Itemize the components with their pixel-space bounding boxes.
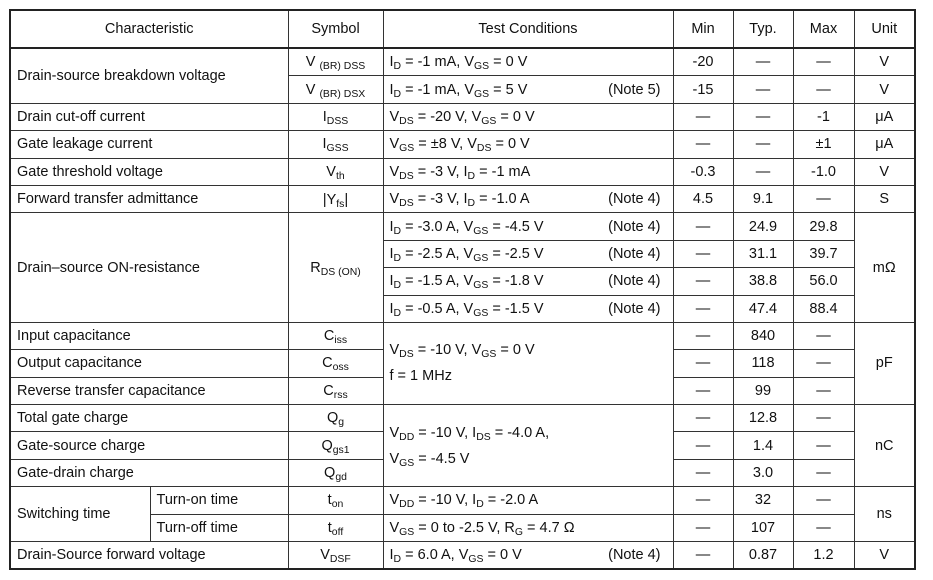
typ-value: — — [733, 131, 793, 158]
cond-rdson: $I_D = -3.0$ A, $V_{GS} = -4.5$ V (Note 4) — [383, 213, 673, 240]
symbol-igss: $I_{GSS}$ — [288, 131, 383, 158]
table-row — [10, 185, 915, 212]
table-row — [10, 48, 915, 76]
max-value: — — [793, 350, 854, 377]
char-vth: Gate threshold voltage — [10, 158, 288, 185]
table-row — [10, 322, 915, 349]
char-idss: Drain cut-off current — [10, 103, 288, 130]
electrical-characteristics-table — [9, 9, 916, 570]
char-turn-on-time: Turn-on time — [150, 487, 288, 514]
max-value: 88.4 — [793, 295, 854, 322]
min-value: — — [673, 131, 733, 158]
max-value: 1.2 — [793, 542, 854, 570]
min-value: — — [673, 514, 733, 541]
cond-igss: $V_{GS} = \pm 8$ V, $V_{DS} = 0$ V — [383, 131, 673, 158]
symbol-ciss: $C_{iss}$ — [288, 322, 383, 349]
typ-value: 840 — [733, 322, 793, 349]
cond-rdson: $I_D = -0.5$ A, $V_{GS} = -1.5$ V (Note 4) — [383, 295, 673, 322]
min-value: — — [673, 268, 733, 295]
min-value: -20 — [673, 48, 733, 76]
cond-rdson: $I_D = -2.5$ A, $V_{GS} = -2.5$ V (Note 4) — [383, 240, 673, 267]
table-row — [10, 213, 915, 240]
cond-bvdsx: $I_D = -1$ mA, $V_{GS} = 5$ V (Note 5) — [383, 76, 673, 103]
cond-yfs: $V_{DS} = -3$ V, $I_D = -1.0$ A (Note 4) — [383, 185, 673, 212]
typ-value: 118 — [733, 350, 793, 377]
typ-value: — — [733, 76, 793, 103]
unit-value: ns — [854, 487, 915, 542]
unit-value: S — [854, 185, 915, 212]
char-coss: Output capacitance — [10, 350, 288, 377]
cond-gate-charge: $V_{DD} = -10$ V, $I_{DS} = -4.0$ A, $V_{GS} = -4.5$ V — [383, 405, 673, 487]
unit-value: V — [854, 48, 915, 76]
char-vdsf: Drain-Source forward voltage — [10, 542, 288, 570]
min-value: — — [673, 350, 733, 377]
header-typ: Typ. — [733, 10, 793, 48]
typ-value: — — [733, 103, 793, 130]
min-value: — — [673, 432, 733, 459]
max-value: — — [793, 48, 854, 76]
max-value: — — [793, 76, 854, 103]
table-row — [10, 405, 915, 432]
char-qg: Total gate charge — [10, 405, 288, 432]
cond-switching-off: $V_{GS} = 0$ to -2.5 V, $R_G = 4.7$ Ω — [383, 514, 673, 541]
char-qgd: Gate-drain charge — [10, 459, 288, 486]
table-row — [10, 542, 915, 570]
header-max: Max — [793, 10, 854, 48]
typ-value: 0.87 — [733, 542, 793, 570]
char-rdson: Drain–source ON-resistance — [10, 213, 288, 323]
min-value: 4.5 — [673, 185, 733, 212]
table-row — [10, 158, 915, 185]
max-value: — — [793, 459, 854, 486]
cond-rdson: $I_D = -1.5$ A, $V_{GS} = -1.8$ V (Note 4) — [383, 268, 673, 295]
symbol-rdson: $R_{DS (ON)}$ — [288, 213, 383, 323]
symbol-yfs: $|Y_{fs}|$ — [288, 185, 383, 212]
unit-value: nC — [854, 405, 915, 487]
header-min: Min — [673, 10, 733, 48]
max-value: — — [793, 377, 854, 404]
max-value: -1 — [793, 103, 854, 130]
table-row — [10, 131, 915, 158]
symbol-ton: $t_{on}$ — [288, 487, 383, 514]
unit-value: μA — [854, 103, 915, 130]
typ-value: 12.8 — [733, 405, 793, 432]
typ-value: 32 — [733, 487, 793, 514]
unit-value: V — [854, 542, 915, 570]
symbol-idss: $I_{DSS}$ — [288, 103, 383, 130]
max-value: 56.0 — [793, 268, 854, 295]
max-value: — — [793, 487, 854, 514]
min-value: — — [673, 377, 733, 404]
header-unit: Unit — [854, 10, 915, 48]
cond-vdsf: $I_D = 6.0$ A, $V_{GS} = 0$ V (Note 4) — [383, 542, 673, 570]
min-value: — — [673, 322, 733, 349]
unit-value: V — [854, 76, 915, 103]
symbol-qg: $Q_g$ — [288, 405, 383, 432]
char-igss: Gate leakage current — [10, 131, 288, 158]
unit-value: μA — [854, 131, 915, 158]
min-value: — — [673, 459, 733, 486]
typ-value: 107 — [733, 514, 793, 541]
header-row — [10, 10, 915, 48]
char-switching-time: Switching time — [10, 487, 150, 542]
typ-value: 99 — [733, 377, 793, 404]
typ-value: 31.1 — [733, 240, 793, 267]
symbol-vbrdss: V $_{(BR) DSS}$ — [288, 48, 383, 76]
symbol-qgs1: $Q_{gs1}$ — [288, 432, 383, 459]
char-yfs: Forward transfer admittance — [10, 185, 288, 212]
symbol-vth: $V_{th}$ — [288, 158, 383, 185]
max-value: — — [793, 185, 854, 212]
symbol-crss: $C_{rss}$ — [288, 377, 383, 404]
typ-value: 47.4 — [733, 295, 793, 322]
typ-value: — — [733, 158, 793, 185]
typ-value: 1.4 — [733, 432, 793, 459]
max-value: -1.0 — [793, 158, 854, 185]
unit-value: pF — [854, 322, 915, 404]
max-value: — — [793, 432, 854, 459]
header-characteristic: Characteristic — [10, 10, 288, 48]
table-row — [10, 487, 915, 514]
typ-value: 24.9 — [733, 213, 793, 240]
char-ciss: Input capacitance — [10, 322, 288, 349]
cond-idss: $V_{DS} = -20$ V, $V_{GS} = 0$ V — [383, 103, 673, 130]
min-value: — — [673, 295, 733, 322]
min-value: — — [673, 542, 733, 570]
symbol-toff: $t_{off}$ — [288, 514, 383, 541]
char-bvdss: Drain-source breakdown voltage — [10, 48, 288, 103]
cond-switching-on: $V_{DD} = -10$ V, $I_D = -2.0$ A — [383, 487, 673, 514]
typ-value: 3.0 — [733, 459, 793, 486]
max-value: ±1 — [793, 131, 854, 158]
symbol-qgd: $Q_{gd}$ — [288, 459, 383, 486]
typ-value: — — [733, 48, 793, 76]
min-value: — — [673, 405, 733, 432]
char-crss: Reverse transfer capacitance — [10, 377, 288, 404]
typ-value: 38.8 — [733, 268, 793, 295]
max-value: — — [793, 322, 854, 349]
max-value: 29.8 — [793, 213, 854, 240]
cond-capacitance: $V_{DS} = -10$ V, $V_{GS} = 0$ V f = 1 MHz — [383, 322, 673, 404]
symbol-coss: $C_{oss}$ — [288, 350, 383, 377]
cond-vth: $V_{DS} = -3$ V, $I_D = -1$ mA — [383, 158, 673, 185]
typ-value: 9.1 — [733, 185, 793, 212]
min-value: — — [673, 487, 733, 514]
min-value: — — [673, 213, 733, 240]
table-row — [10, 103, 915, 130]
char-qgs1: Gate-source charge — [10, 432, 288, 459]
char-turn-off-time: Turn-off time — [150, 514, 288, 541]
min-value: — — [673, 240, 733, 267]
min-value: -15 — [673, 76, 733, 103]
symbol-vbrdsx: V $_{(BR) DSX}$ — [288, 76, 383, 103]
max-value: 39.7 — [793, 240, 854, 267]
symbol-vdsf: $V_{DSF}$ — [288, 542, 383, 570]
min-value: — — [673, 103, 733, 130]
header-test-conditions: Test Conditions — [383, 10, 673, 48]
max-value: — — [793, 514, 854, 541]
unit-value: mΩ — [854, 213, 915, 323]
unit-value: V — [854, 158, 915, 185]
header-symbol: Symbol — [288, 10, 383, 48]
min-value: -0.3 — [673, 158, 733, 185]
cond-bvdss: $I_D = -1$ mA, $V_{GS} = 0$ V — [383, 48, 673, 76]
max-value: — — [793, 405, 854, 432]
